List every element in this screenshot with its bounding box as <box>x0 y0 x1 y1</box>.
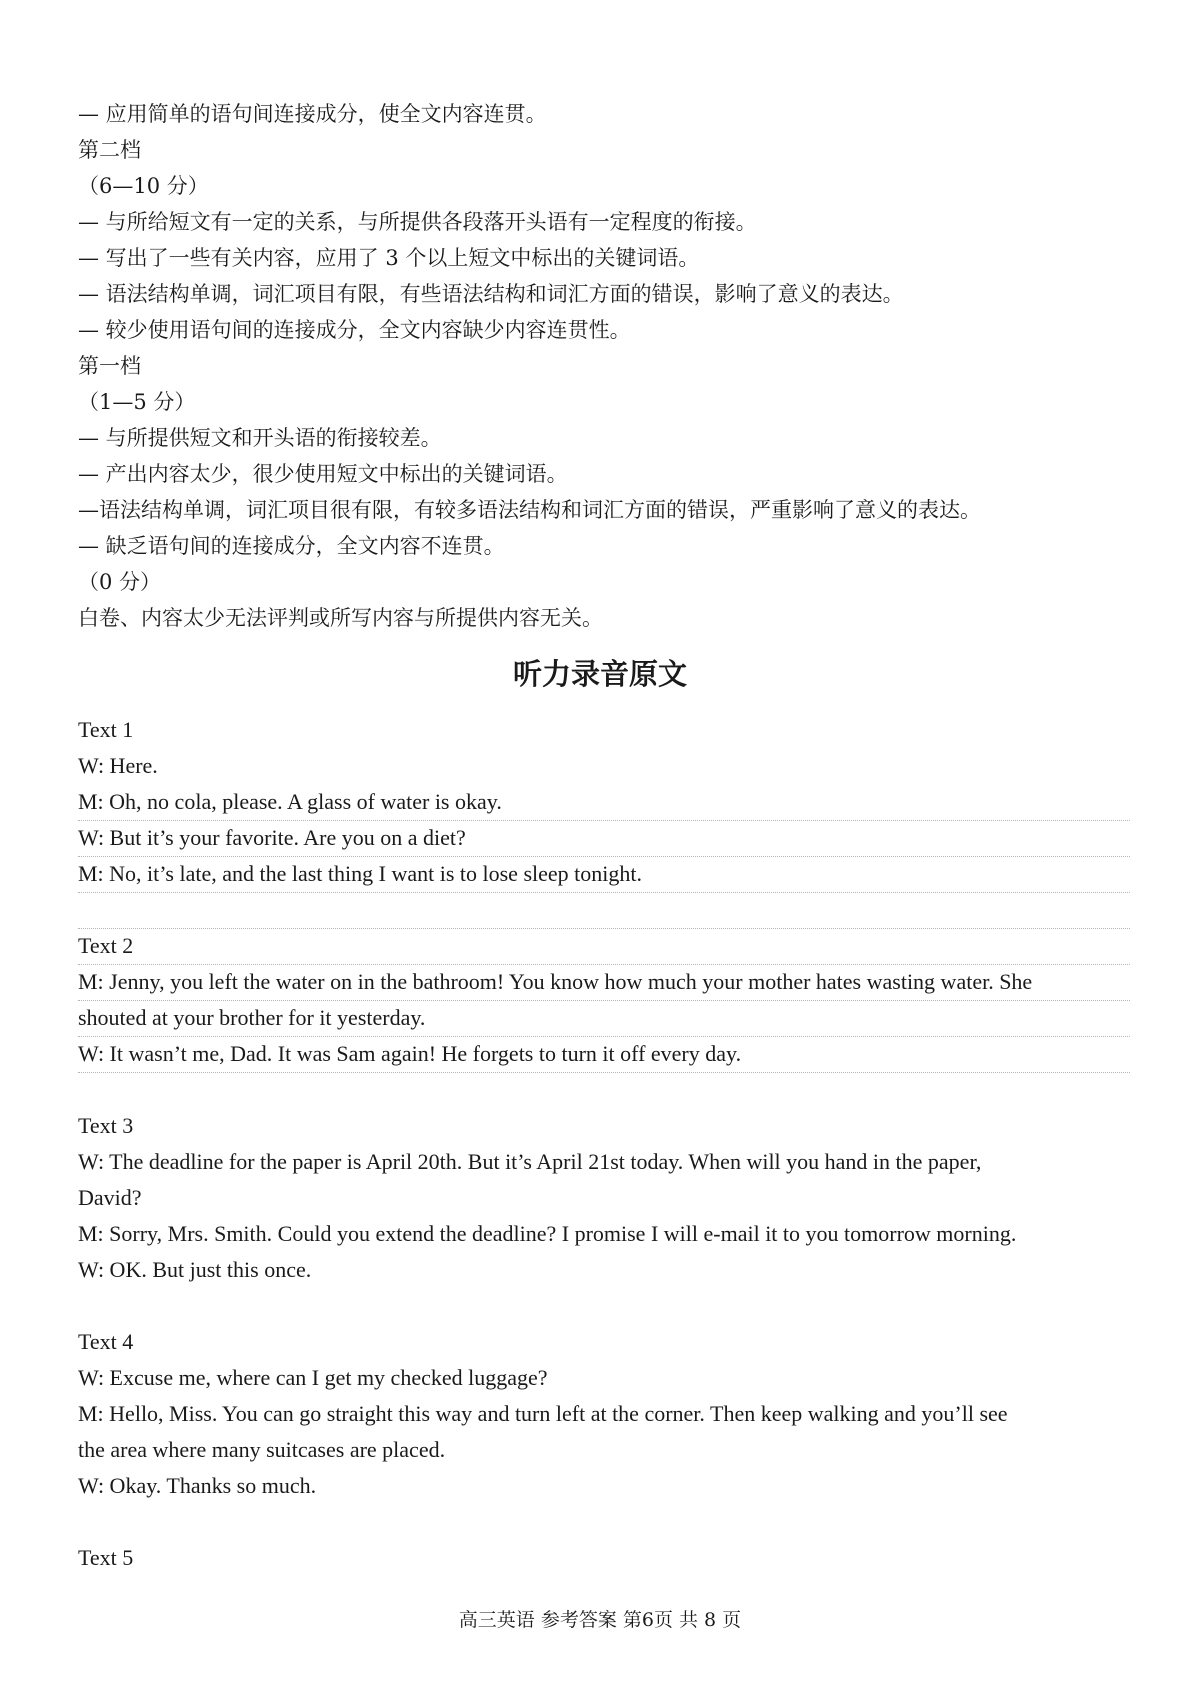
text-label: Text 4 <box>78 1329 134 1354</box>
zero-score: （0 分） <box>78 570 162 594</box>
page-footer: 高三英语 参考答案 第6页 共 8 页 <box>458 1609 742 1631</box>
tier2-item: — 语法结构单调，词汇项目有限，有些语法结构和词汇方面的错误，影响了意义的表达。 <box>78 282 904 306</box>
dialogue-line: W: But it’s your favorite. Are you on a diet? <box>78 820 1130 857</box>
tier1-item: — 产出内容太少，很少使用短文中标出的关键词语。 <box>78 462 568 486</box>
dialogue-line: M: No, it’s late, and the last thing I want is to lose sleep tonight. <box>78 856 1130 893</box>
rubric-top-line: — 应用简单的语句间连接成分，使全文内容连贯。 <box>78 102 547 126</box>
dialogue-line: W: Excuse me, where can I get my checked luggage? <box>78 1365 548 1390</box>
tier1-item: — 缺乏语句间的连接成分，全文内容不连贯。 <box>78 534 505 558</box>
tier2-heading: 第二档 <box>78 138 141 162</box>
tier1-heading: 第一档 <box>78 354 141 378</box>
dialogue-line: W: Okay. Thanks so much. <box>78 1473 317 1498</box>
dialogue-line: David? <box>78 1185 142 1210</box>
dialogue-line: W: Here. <box>78 753 158 778</box>
dialogue-line: W: OK. But just this once. <box>78 1257 312 1282</box>
dialogue-line: the area where many suitcases are placed. <box>78 1437 446 1462</box>
tier2-score: （6—10 分） <box>78 174 209 198</box>
text-label: Text 5 <box>78 1545 134 1570</box>
tier1-item: —语法结构单调，词汇项目很有限，有较多语法结构和词汇方面的错误，严重影响了意义的表达。 <box>78 498 981 522</box>
tier2-item: — 与所给短文有一定的关系，与所提供各段落开头语有一定程度的衔接。 <box>78 210 757 234</box>
text-label: Text 1 <box>78 717 134 742</box>
dialogue-line: M: Hello, Miss. You can go straight this way and turn left at the corner. Then keep walking and you’ll see <box>78 1401 1008 1426</box>
tier1-item: — 与所提供短文和开头语的衔接较差。 <box>78 426 442 450</box>
tier2-item: — 写出了一些有关内容，应用了 3 个以上短文中标出的关键词语。 <box>78 246 700 270</box>
transcript-title: 听力录音原文 <box>512 657 687 691</box>
dialogue-line: M: Sorry, Mrs. Smith. Could you extend the deadline? I promise I will e-mail it to you tomorrow morning. <box>78 1221 1017 1246</box>
blank-line <box>78 892 1130 929</box>
dialogue-line: M: Jenny, you left the water on in the bathroom! You know how much your mother hates wasting water. She <box>78 964 1130 1001</box>
tier1-score: （1—5 分） <box>78 390 196 414</box>
tier2-item: — 较少使用语句间的连接成分，全文内容缺少内容连贯性。 <box>78 318 631 342</box>
zero-text: 白卷、内容太少无法评判或所写内容与所提供内容无关。 <box>78 606 603 630</box>
text-label: Text 2 <box>78 928 1130 965</box>
dialogue-line: W: The deadline for the paper is April 20th. But it’s April 21st today. When will you hand in the paper, <box>78 1149 982 1174</box>
dialogue-line: W: It wasn’t me, Dad. It was Sam again! He forgets to turn it off every day. <box>78 1036 1130 1073</box>
text-label: Text 3 <box>78 1113 134 1138</box>
dialogue-line: M: Oh, no cola, please. A glass of water is okay. <box>78 784 1130 821</box>
dialogue-line: shouted at your brother for it yesterday. <box>78 1000 1130 1037</box>
